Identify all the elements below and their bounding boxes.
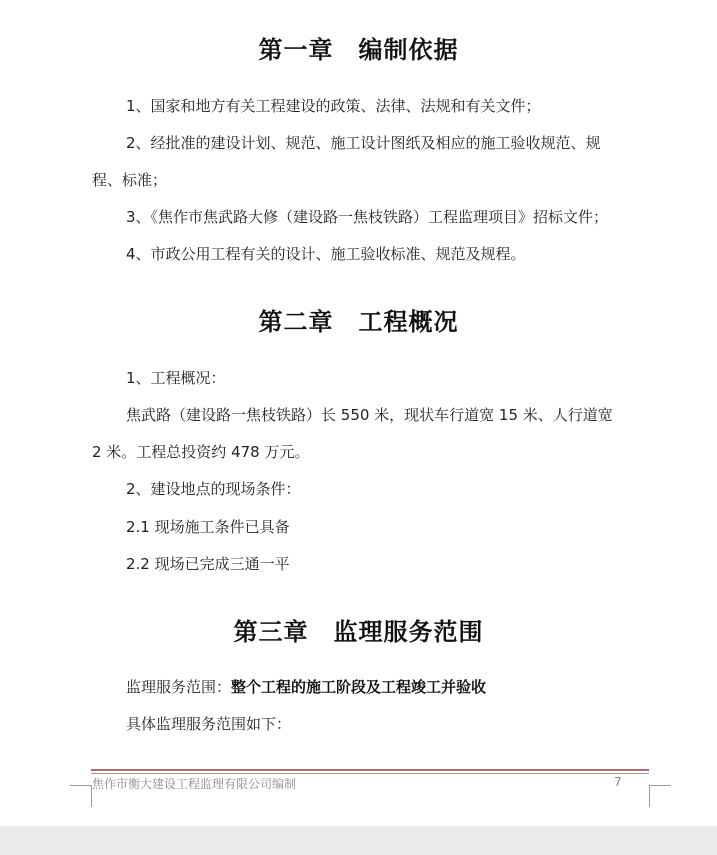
chapter-2-desc-line-2: 2 米。工程总投资约 478 万元。: [92, 443, 310, 461]
chapter-1-item-3: 3、《焦作市焦武路大修（建设路一焦枝铁路）工程监理项目》招标文件；: [126, 208, 609, 226]
scope-label: 监理服务范围：: [126, 678, 232, 696]
chapter-3-detail: 具体监理服务范围如下：: [126, 715, 292, 733]
chapter-2-sub-2: 2.2 现场已完成三通一平: [126, 555, 290, 573]
chapter-1-item-2-line-1: 2、经批准的建设计划、规范、施工设计图纸及相应的施工验收规范、规: [126, 134, 601, 152]
footer-rule-bottom: [91, 773, 649, 774]
footer-company: 焦作市衡大建设工程监理有限公司编制: [92, 777, 297, 791]
chapter-1-title: 第一章 编制依据: [258, 36, 459, 64]
page-number: 7: [614, 775, 622, 789]
chapter-1-item-2-line-2: 程、标准；: [92, 171, 168, 189]
chapter-2-title: 第二章 工程概况: [258, 308, 459, 336]
chapter-2-sub-1: 2.1 现场施工条件已具备: [126, 518, 290, 536]
chapter-1-item-4: 4、市政公用工程有关的设计、施工验收标准、规范及规程。: [126, 245, 526, 263]
crop-mark-right-vertical: [649, 785, 650, 807]
chapter-1-item-1: 1、国家和地方有关工程建设的政策、法律、法规和有关文件；: [126, 97, 541, 115]
chapter-2-desc-line-1: 焦武路（建设路一焦枝铁路）长 550 米，现状车行道宽 15 米、人行道宽: [126, 406, 613, 424]
scope-value: 整个工程的施工阶段及工程竣工并验收: [231, 678, 487, 696]
chapter-3-title: 第三章 监理服务范围: [233, 618, 484, 646]
chapter-2-item-1: 1、工程概况：: [126, 369, 226, 387]
crop-mark-right-horizontal: [649, 785, 671, 786]
footer-rule-top: [91, 769, 649, 771]
crop-mark-left-vertical: [91, 785, 92, 807]
chapter-3-scope: [126, 677, 486, 697]
crop-mark-left-horizontal: [70, 785, 92, 786]
chapter-2-item-2: 2、建设地点的现场条件：: [126, 480, 301, 498]
